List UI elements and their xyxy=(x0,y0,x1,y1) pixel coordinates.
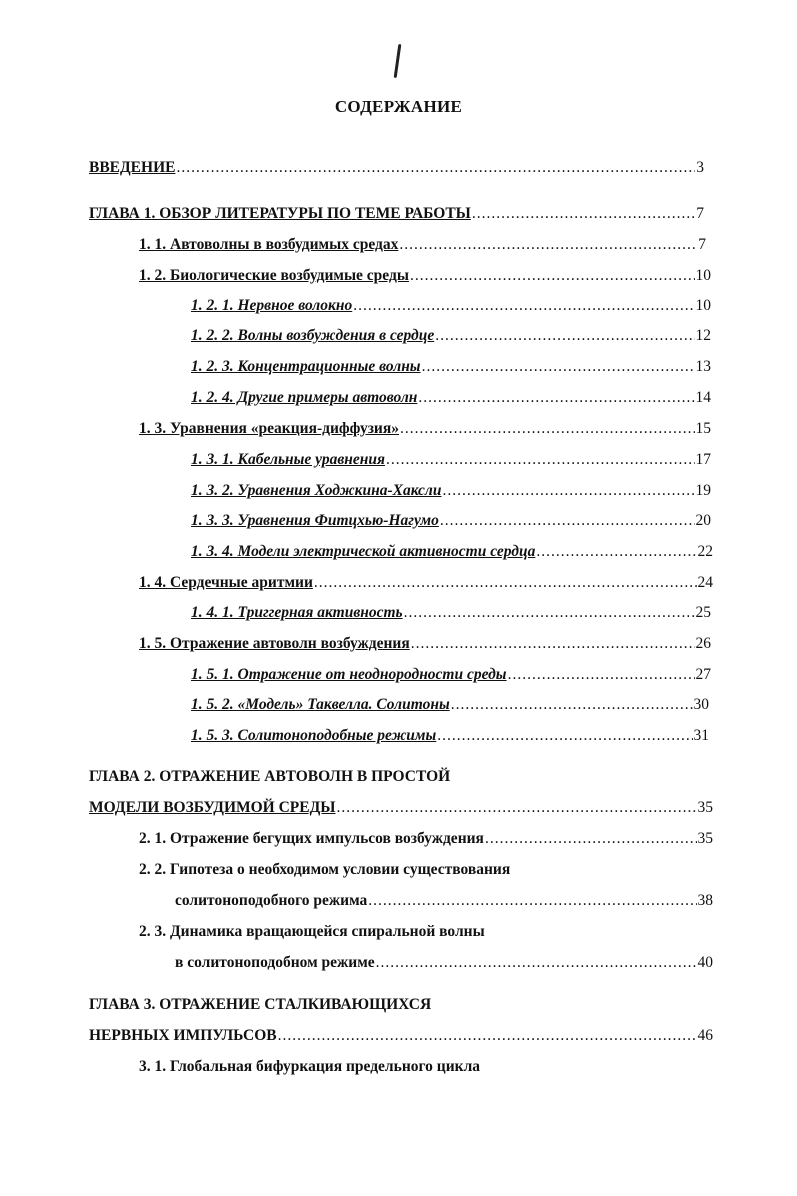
toc-page-number: 3 xyxy=(696,159,704,176)
toc-page-number: 13 xyxy=(695,358,711,375)
toc-entry-label: 1. 5. Отражение автоволн возбуждения xyxy=(139,635,410,652)
toc-page-number: 17 xyxy=(695,451,711,468)
toc-entry-label: 1. 4. Сердечные аритмии xyxy=(139,574,313,591)
toc-entry-section-2-1[interactable] xyxy=(139,829,713,849)
toc-entry-section-1-3-4[interactable] xyxy=(191,542,713,562)
toc-page-number: 7 xyxy=(698,236,706,253)
toc-page-number: 7 xyxy=(696,205,704,222)
toc-entry-section-1-3-2[interactable] xyxy=(191,481,711,501)
toc-entry-section-1-5[interactable] xyxy=(139,634,711,654)
dot-leader xyxy=(435,326,694,346)
toc-entry-label: 1. 3. 4. Модели электрической активности сердца xyxy=(191,543,536,560)
toc-entry-label: НЕРВНЫХ ИМПУЛЬСОВ xyxy=(89,1027,277,1044)
dot-leader xyxy=(386,450,695,470)
dot-leader xyxy=(508,665,695,685)
toc-entry-label: 1. 5. 2. «Модель» Таквелла. Солитоны xyxy=(191,696,450,713)
toc-entry-label: 2. 1. Отражение бегущих импульсов возбуждения xyxy=(139,830,484,847)
toc-entry-label: 1. 2. Биологические возбудимые среды xyxy=(139,267,409,284)
dot-leader xyxy=(422,357,695,377)
toc-page-number: 14 xyxy=(695,389,711,406)
toc-entry-section-1-5-2[interactable] xyxy=(191,695,709,715)
toc-page-number: 10 xyxy=(695,297,711,314)
dot-leader xyxy=(404,603,695,623)
toc-entry-section-1-4-1[interactable] xyxy=(191,603,711,623)
toc-entry-chapter-2[interactable] xyxy=(89,798,713,818)
toc-page-number: 25 xyxy=(695,604,711,621)
dot-leader xyxy=(353,296,694,316)
toc-entry-label: 1. 4. 1. Триггерная активность xyxy=(191,604,403,621)
toc-page-number: 20 xyxy=(695,512,711,529)
dot-leader xyxy=(472,204,695,224)
toc-entry-label: 1. 5. 1. Отражение от неоднородности среды xyxy=(191,666,507,683)
toc-page-number: 31 xyxy=(693,727,709,744)
dot-leader xyxy=(314,573,697,593)
toc-entry-section-1-5-1[interactable] xyxy=(191,665,711,685)
toc-entry-section-3-1[interactable]: 3. 1. Глобальная бифуркация предельного цикла xyxy=(139,1058,481,1075)
toc-entry-label: ГЛАВА 1. ОБЗОР ЛИТЕРАТУРЫ ПО ТЕМЕ РАБОТЫ xyxy=(89,205,471,222)
dot-leader xyxy=(278,1026,697,1046)
toc-entry-chapter-2-line1: ГЛАВА 2. ОТРАЖЕНИЕ АВТОВОЛН В ПРОСТОЙ xyxy=(89,768,451,785)
toc-page-number: 12 xyxy=(695,327,711,344)
toc-page-number: 46 xyxy=(697,1027,713,1044)
toc-page-number: 30 xyxy=(693,696,709,713)
toc-entry-section-1-3-3[interactable] xyxy=(191,511,711,531)
toc-page-number: 15 xyxy=(695,420,711,437)
toc-entry-section-1-2-1[interactable] xyxy=(191,296,711,316)
dot-leader xyxy=(337,798,697,818)
toc-entry-section-2-3-line1: 2. 3. Динамика вращающейся спиральной волны xyxy=(139,923,485,940)
toc-entry-section-1-2-3[interactable] xyxy=(191,357,711,377)
toc-entry-label: 1. 2. 3. Концентрационные волны xyxy=(191,358,421,375)
toc-entry-label: 1. 5. 3. Солитоноподобные режимы xyxy=(191,727,437,744)
toc-entry-label: 1. 3. Уравнения «реакция-диффузия» xyxy=(139,420,399,437)
toc-entry-chapter-3[interactable] xyxy=(89,1026,713,1046)
toc-entry-label: 1. 3. 2. Уравнения Ходжкина-Хаксли xyxy=(191,482,442,499)
toc-entry-section-1-5-3[interactable] xyxy=(191,726,709,746)
toc-entry-section-1-2-4[interactable] xyxy=(191,388,711,408)
dot-leader xyxy=(442,481,694,501)
toc-entry-label: 1. 2. 4. Другие примеры автоволн xyxy=(191,389,418,406)
toc-page-number: 35 xyxy=(697,830,713,847)
toc-entry-label: 1. 1. Автоволны в возбудимых средах xyxy=(139,236,399,253)
toc-entry-section-1-2-2[interactable] xyxy=(191,326,711,346)
dot-leader xyxy=(368,891,696,911)
toc-page-number: 27 xyxy=(695,666,711,683)
dot-leader xyxy=(451,695,693,715)
toc-entry-section-1-3[interactable] xyxy=(139,419,711,439)
toc-entry-introduction[interactable] xyxy=(89,158,704,178)
toc-entry-section-1-3-1[interactable] xyxy=(191,450,711,470)
toc-entry-label: в солитоноподобном режиме xyxy=(175,954,375,971)
toc-entry-label: солитоноподобного режима xyxy=(175,892,368,909)
page-title: СОДЕРЖАНИЕ xyxy=(334,97,463,116)
toc-entry-label: ВВЕДЕНИЕ xyxy=(89,159,176,176)
toc-entry-section-2-3[interactable] xyxy=(175,953,713,973)
dot-leader xyxy=(399,235,697,255)
toc-entry-section-2-2[interactable] xyxy=(175,891,713,911)
toc-entry-label: МОДЕЛИ ВОЗБУДИМОЙ СРЕДЫ xyxy=(89,799,336,816)
toc-entry-section-2-2-line1: 2. 2. Гипотеза о необходимом условии существования xyxy=(139,861,511,878)
toc-entry-chapter-1[interactable] xyxy=(89,204,704,224)
toc-entry-label: 1. 3. 3. Уравнения Фитцхью-Нагумо xyxy=(191,512,439,529)
dot-leader xyxy=(400,419,695,439)
toc-entry-label: 1. 2. 2. Волны возбуждения в сердце xyxy=(191,327,435,344)
toc-entry-label: 1. 2. 1. Нервное волокно xyxy=(191,297,353,314)
toc-entry-section-1-2[interactable] xyxy=(139,266,711,286)
dot-leader xyxy=(485,829,697,849)
dot-leader xyxy=(376,953,697,973)
toc-page-number: 19 xyxy=(695,482,711,499)
toc-page-number: 26 xyxy=(695,635,711,652)
dot-leader xyxy=(437,726,692,746)
toc-page-number: 40 xyxy=(697,954,713,971)
dot-leader xyxy=(440,511,695,531)
toc-entry-section-1-1[interactable] xyxy=(139,235,706,255)
dot-leader xyxy=(536,542,696,562)
toc-page-number: 35 xyxy=(697,799,713,816)
dot-leader xyxy=(411,634,695,654)
toc-entry-label: 1. 3. 1. Кабельные уравнения xyxy=(191,451,385,468)
toc-entry-section-1-4[interactable] xyxy=(139,573,713,593)
dot-leader xyxy=(418,388,694,408)
dot-leader xyxy=(176,158,695,178)
dot-leader xyxy=(410,266,695,286)
toc-entry-chapter-3-line1: ГЛАВА 3. ОТРАЖЕНИЕ СТАЛКИВАЮЩИХСЯ xyxy=(89,996,432,1013)
toc-page-number: 24 xyxy=(697,574,713,591)
toc-page-number: 38 xyxy=(697,892,713,909)
toc-page-number: 10 xyxy=(695,267,711,284)
toc-page-number: 22 xyxy=(697,543,713,560)
